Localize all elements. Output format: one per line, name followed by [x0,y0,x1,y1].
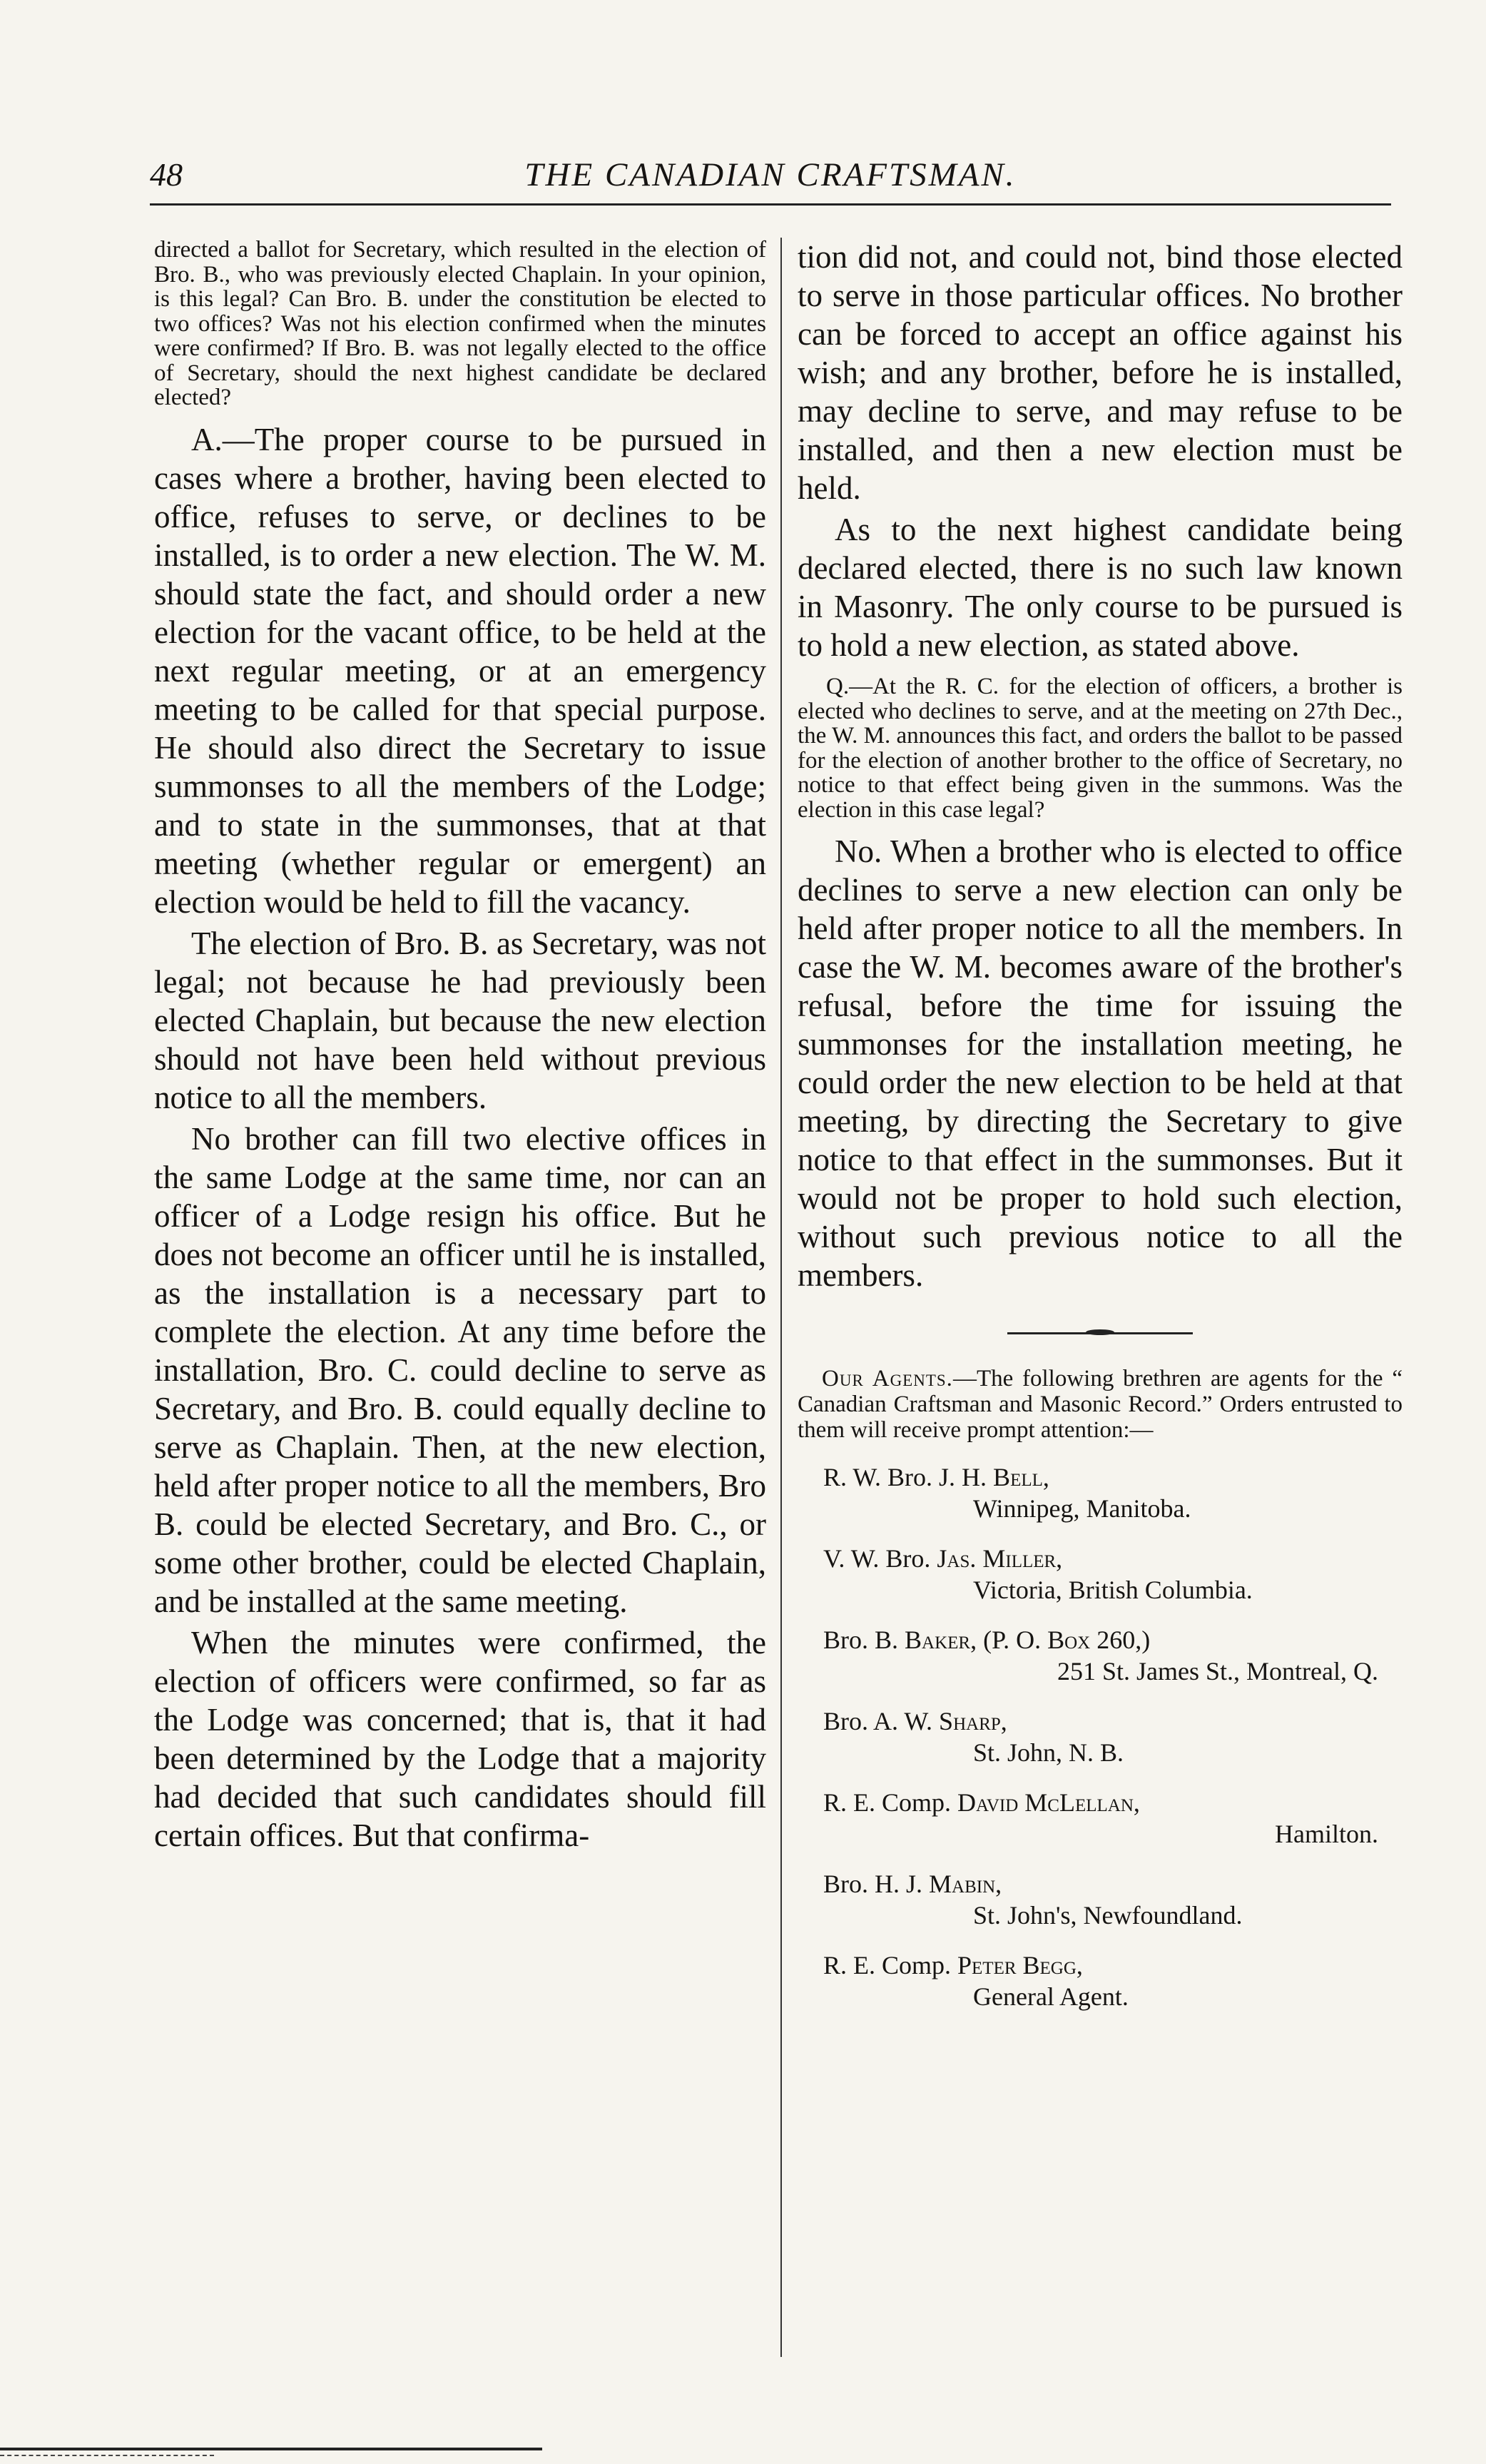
header-rule [150,203,1391,206]
agent-entry [798,1543,1403,1606]
agent-name: J. H. Bell, [939,1463,1049,1491]
answer-paragraph-continued: tion did not, and could not, bind those elected to serve in those particular offices. No brother can be forced to accept an office against his wish; and any brother, before he is installed, may decline to serve, and may refuse to be installed, and then a new election must be held. [798,239,1403,506]
agent-name: Mabin, [929,1870,1002,1898]
agent-entry [798,1624,1403,1687]
answer-paragraph: As to the next highest candidate being declared elected, there is no such law known in Masonry. The only course to be pursued is to hold a new election, as stated above. [798,512,1403,663]
agent-title: Bro. A. W. [823,1707,940,1735]
agent-name: Peter Begg, [957,1951,1083,1979]
bottom-edge-rule-thin [0,2455,214,2456]
running-title: THE CANADIAN CRAFTSMAN. [524,156,1017,193]
agent-name: Baker, (P. O. Box 260,) [905,1626,1151,1654]
answer-paragraph: A.—The proper course to be pursued in cases where a brother, having been elected to office, refuses to serve, or declines to be installed, is to order a new election. The W. M. should state the fact, and should order a new election for the vacant office, to be held at the next regular meeting, or at an emergency meeting to be called for that special purpose. He should also direct the Secretary to issue summonses to all the members of the Lodge; and to state in the summonses, that at that meeting (whether regular or emergent) an election would be held to fill the vacancy. [154,421,766,920]
question-2-text: Q.—At the R. C. for the election of officers, a brother is elected who declines to serve, and at the meeting on 27th Dec., the W. M. announces this fact, and orders the ballot to be passed for the election of another brother to the office of Secretary, no notice to that effect being given in the summons. Was the election in this case legal? [798,674,1403,823]
agent-entry [798,1461,1403,1524]
agent-entry [798,1787,1403,1850]
agent-location: St. John's, Newfoundland. [973,1901,1243,1930]
agent-entry [798,1705,1403,1768]
agent-entry [798,1950,1403,2012]
answer-2-paragraph: No. When a brother who is elected to office declines to serve a new election can only be held after proper notice to all the members. In case the W. M. becomes aware of the brother's refusal, before the time for issuing the summonses for the installation meeting, he could order the new election to be held at that meeting, by directing the Secretary to give notice to that effect in the summonses. But it would not be proper to hold such election, without such previous notice to all the members. [798,833,1403,1293]
agent-name: David McLellan, [957,1788,1140,1817]
agent-location: St. John, N. B. [973,1738,1124,1767]
section-separator [1007,1327,1193,1339]
agents-notice [798,1366,1403,1443]
left-column [154,238,766,1855]
agent-name: Jas. Miller, [937,1544,1063,1573]
agent-title: R. E. Comp. [823,1951,958,1979]
agent-entry [798,1868,1403,1931]
answer-paragraph: No brother can fill two elective offices in the same Lodge at the same time, nor can an officer of a Lodge resign his office. But he does not become an officer until he is installed, as the installation is a necessary part to complete the election. At any time before the installation, Bro. C. could decline to serve as Secretary, and Bro. B. could equally decline to serve as Chaplain. Then, at the new election, held after proper notice to all the members, Bro B. could be elected Secretary, and Bro. C., or some other brother, could be elected Chaplain, and be installed at the same meeting. [154,1120,766,1619]
agent-title: R. W. Bro. [823,1463,940,1491]
agent-name: Sharp, [939,1707,1007,1735]
agent-location: Victoria, British Columbia. [973,1576,1253,1604]
agent-location: Winnipeg, Manitoba. [973,1494,1191,1523]
agents-intro-text: —The following brethren are agents for the “ Canadian Craftsman and Masonic Record.” Orders entrusted to them will receive prompt attention:— [798,1366,1403,1443]
agent-location: Hamilton. [1275,1820,1378,1848]
agent-title: Bro. B. [823,1626,905,1654]
right-column [798,238,1403,2012]
agent-title: R. E. Comp. [823,1788,958,1817]
answer-paragraph: The election of Bro. B. as Secretary, was not legal; not because he had previously been elected Chaplain, but because the new election should not have been held without previous notice to all the members. [154,925,766,1115]
bottom-edge-rule [0,2448,542,2450]
agents-heading: Our Agents. [822,1366,953,1391]
agent-title: V. W. Bro. [823,1544,937,1573]
agent-title: Bro. H. J. [823,1870,930,1898]
agent-location: 251 St. James St., Montreal, Q. [1057,1657,1378,1685]
agent-location: General Agent. [973,1982,1129,2011]
page-header [150,156,1391,198]
column-divider [780,238,782,2357]
agents-list [798,1461,1403,2012]
question-1-text: directed a ballot for Secretary, which resulted in the election of Bro. B., who was previously elected Chaplain. In your opinion, is this legal? Can Bro. B. under the constitution be elected to two offices? Was not his election confirmed when the minutes were confirmed? If Bro. B. was not legally elected to the office of Secretary, should the next highest candidate be declared elected? [154,237,766,410]
page-number: 48 [150,156,183,193]
answer-paragraph: When the minutes were confirmed, the election of officers were confirmed, so far as the Lodge was concerned; that is, that it had been determined by the Lodge that a majority had decided that such candidates should fill certain offices. But that confirma- [154,1624,766,1853]
